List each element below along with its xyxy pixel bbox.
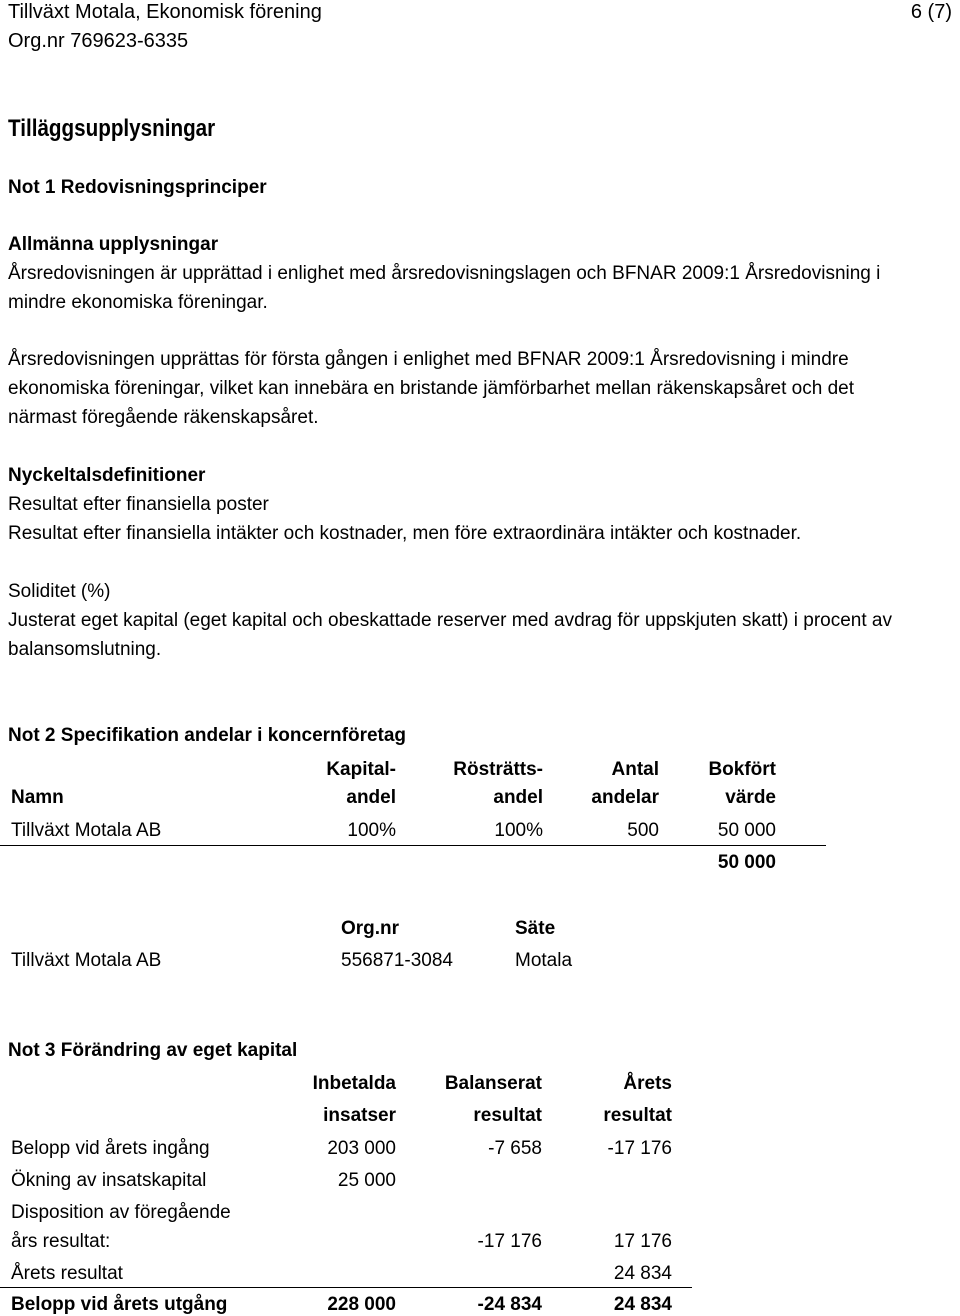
row-year-result: 24 834 [613,1263,672,1284]
total-year-result: 24 834 [613,1294,672,1315]
header-org-nr: Org.nr 769623-6335 [8,30,189,52]
kpi2-term: Soliditet (%) [8,581,111,602]
general-paragraph-1-line-1: Årsredovisningen är upprättad i enlighet med årsredovisningslagen och BFNAR 2009:1 Årsredovisning i [8,263,881,284]
book-value-total: 50 000 [717,852,776,873]
row-label: Årets resultat [11,1263,123,1284]
general-heading: Allmänna upplysningar [8,234,219,255]
note1-heading: Not 1 Redovisningsprinciper [8,177,267,198]
total-retained: -24 834 [477,1294,542,1315]
row-paid-in: 25 000 [337,1170,396,1191]
col-vote-share-1: Rösträtts- [453,759,543,780]
col-paid-in-2: insatser [323,1105,396,1126]
col-retained-1: Balanserat [444,1073,542,1094]
row-retained: -7 658 [488,1138,542,1159]
kpi-heading: Nyckeltalsdefinitioner [8,465,206,486]
row-year-result: 17 176 [613,1231,672,1252]
col-name: Namn [11,787,64,808]
kpi2-definition-line-1: Justerat eget kapital (eget kapital och obeskattade reserver med avdrag för uppskjuten skatt) i procent av [8,610,892,631]
page-number: 6 (7) [910,1,952,23]
row-capital-share: 100% [347,820,396,841]
total-paid-in: 228 000 [327,1294,396,1315]
row-retained: -17 176 [477,1231,542,1252]
table-divider [0,1287,692,1288]
org-row-org-nr: 556871-3084 [341,950,453,971]
col-org-nr: Org.nr [341,918,400,939]
org-row-name: Tillväxt Motala AB [11,950,162,971]
col-capital-share-2: andel [346,787,396,808]
row-book-value: 50 000 [717,820,776,841]
row-count: 500 [627,820,659,841]
col-book-value-1: Bokfört [708,759,776,780]
row-label-line-2: års resultat: [11,1231,111,1252]
col-capital-share-1: Kapital- [326,759,396,780]
note2-heading: Not 2 Specifikation andelar i koncernföretag [8,725,407,746]
total-label: Belopp vid årets utgång [11,1294,228,1315]
col-vote-share-2: andel [493,787,543,808]
row-label: Belopp vid årets ingång [11,1138,210,1159]
row-name: Tillväxt Motala AB [11,820,162,841]
col-count-1: Antal [611,759,659,780]
header-company: Tillväxt Motala, Ekonomisk förening [8,1,322,23]
kpi1-term: Resultat efter finansiella poster [8,494,269,515]
general-paragraph-2-line-2: ekonomiska föreningar, vilket kan innebära en bristande jämförbarhet mellan räkenskapsåret och det [8,378,854,399]
col-count-2: andelar [591,787,659,808]
col-book-value-2: värde [725,787,776,808]
row-paid-in: 203 000 [327,1138,396,1159]
general-paragraph-2-line-3: närmast föregående räkenskapsåret. [8,407,319,428]
col-retained-2: resultat [473,1105,542,1126]
row-label-line-1: Disposition av föregående [11,1202,231,1223]
row-year-result: -17 176 [607,1138,672,1159]
section-title: Tilläggsupplysningar [8,115,216,142]
col-year-result-1: Årets [623,1073,672,1094]
col-year-result-2: resultat [603,1105,672,1126]
general-paragraph-1-line-2: mindre ekonomiska föreningar. [8,292,268,313]
org-row-seat: Motala [515,950,573,971]
table-divider [0,845,826,846]
col-paid-in-1: Inbetalda [312,1073,396,1094]
note3-heading: Not 3 Förändring av eget kapital [8,1040,298,1061]
col-seat: Säte [515,918,556,939]
row-vote-share: 100% [494,820,543,841]
kpi2-definition-line-2: balansomslutning. [8,639,162,660]
kpi1-definition: Resultat efter finansiella intäkter och kostnader, men före extraordinära intäkter och kostnader. [8,523,802,544]
general-paragraph-2-line-1: Årsredovisningen upprättas för första gången i enlighet med BFNAR 2009:1 Årsredovisning i mindre [8,349,849,370]
row-label: Ökning av insatskapital [11,1170,207,1191]
